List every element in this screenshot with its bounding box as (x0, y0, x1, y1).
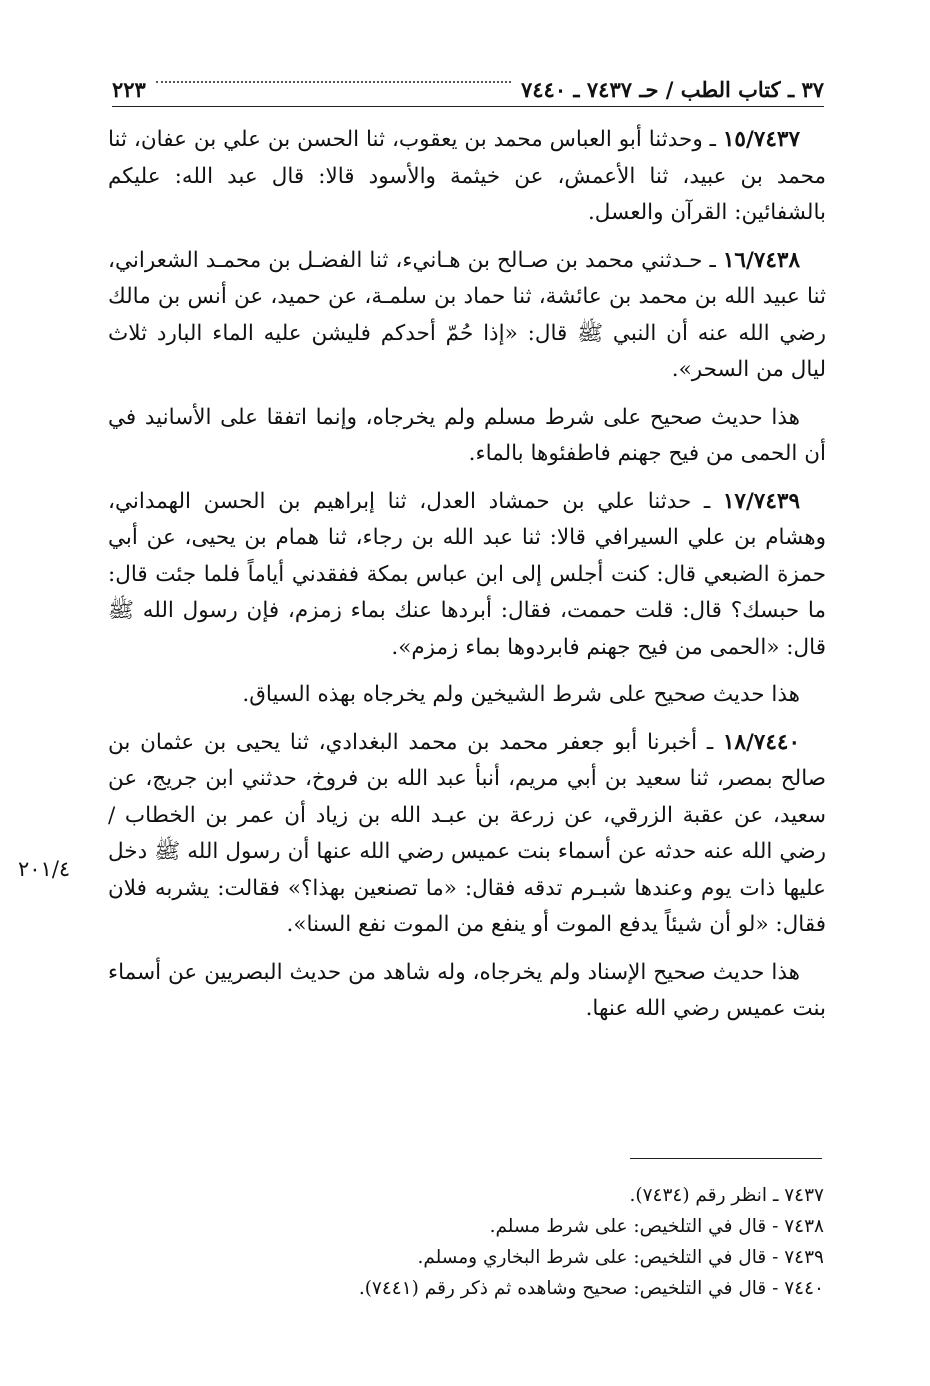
footnotes (112, 1180, 824, 1304)
footnote-7440: ٧٤٤٠ - قال في التلخيص: صحيح وشاهده ثم ذكر رقم (٧٤٤١). (358, 1278, 824, 1299)
hadith-number: ١٨/٧٤٤٠ (722, 729, 800, 755)
footnote-7439: ٧٤٣٩ - قال في التلخيص: على شرط البخاري ومسلم. (417, 1247, 824, 1268)
comment-text: هذا حديث صحيح على شرط الشيخين ولم يخرجاه بهذه السياق. (242, 682, 800, 707)
hadith-text: ـ حدثنا علي بن حمشاد العدل، ثنا إبراهيم بن الحسن الهمداني، وهشام بن علي السيرافي قالا: ثنا عبد الله بن رجاء، ثنا همام بن يحيى، عن أبي حمزة الضبعي قال: كنت أجلس إلى ابن عباس بمكة ففقدني أياماً فلما جئت قال: ما حبسك؟ قال: قلت حممت، فقال: أبردها عنك بماء زمزم، فإن رسول الله ﷺ قال: «الحمى من فيح جهنم فابردوها بماء زمزم». (108, 488, 826, 660)
hadith-number: ١٧/٧٤٣٩ (722, 488, 800, 514)
footnote-7438: ٧٤٣٨ - قال في التلخيص: على شرط مسلم. (489, 1216, 824, 1237)
footnote-7437: ٧٤٣٧ ـ انظر رقم (٧٤٣٤). (629, 1185, 824, 1206)
hadith-paragraph-7437 (108, 122, 826, 232)
grading-comment-7438 (108, 400, 826, 473)
main-text (108, 122, 826, 1039)
page-number: ٢٢٣ (112, 77, 146, 102)
manuscript-margin-ref: ٢٠١/٤ (18, 857, 71, 881)
hadith-paragraph-7440 (108, 725, 826, 944)
grading-comment-7439 (108, 677, 826, 714)
hadith-number: ١٥/٧٤٣٧ (722, 127, 800, 152)
comment-text: هذا حديث صحيح الإسناد ولم يخرجاه، وله شاهد من حديث البصريين عن أسماء بنت عميس رضي الله عنها. (108, 959, 826, 1021)
running-title: ٣٧ ـ كتاب الطب / حـ ٧٤٣٧ ـ ٧٤٤٠ (521, 77, 824, 102)
hadith-text: ـ حـدثني محمد بن صـالح بن هـانيء، ثنا الفضـل بن محمـد الشعراني، ثنا عبيد الله بن محمد بن عائشة، ثنا حماد بن سلمـة، عن حميد، عن أنس بن مالك رضي الله عنه أن النبي ﷺ قال: «إذا حُمّ أحدكم فليشن عليه الماء البارد ثلاث ليال من السحر». (108, 247, 826, 382)
hadith-paragraph-7439 (108, 484, 826, 667)
comment-text: هذا حديث صحيح على شرط مسلم ولم يخرجاه، وإنما اتفقا على الأسانيد في أن الحمى من فيح جهنم فاطفئوها بالماء. (108, 404, 826, 466)
hadith-text: ـ وحدثنا أبو العباس محمد بن يعقوب، ثنا الحسن بن علي بن عفان، ثنا محمد بن عبيد، ثنا الأعمش، عن خيثمة والأسود قالا: قال عبد الله: عليكم بالشفائين: القرآن والعسل. (108, 127, 826, 225)
header-leader-dots (156, 81, 511, 83)
grading-comment-7440 (108, 955, 826, 1028)
page-header (112, 62, 824, 107)
hadith-number: ١٦/٧٤٣٨ (722, 247, 800, 273)
hadith-paragraph-7438 (108, 243, 826, 389)
hadith-text: ـ أخبرنا أبو جعفر محمد بن محمد البغدادي، ثنا يحيى بن عثمان بن صالح بمصر، ثنا سعيد بن أبي مريم، أنبأ عبد الله بن فروخ، حدثني ابن جريج، عن سعيد، عن عقبة الزرقي، عن زرعة بن عبـد الله بن زياد أن عمر بن الخطاب / رضي الله عنه حدثه عن أسماء بنت عميس رضي الله عنها أن رسول الله ﷺ دخل عليها ذات يوم وعندها شبـرم تدقه فقال: «ما تصنعين بهذا؟» فقالت: يشربه فلان فقال: «لو أن شيئاً يدفع الموت أو ينفع من الموت نفع السنا». (108, 729, 826, 937)
footnote-separator (630, 1158, 822, 1159)
